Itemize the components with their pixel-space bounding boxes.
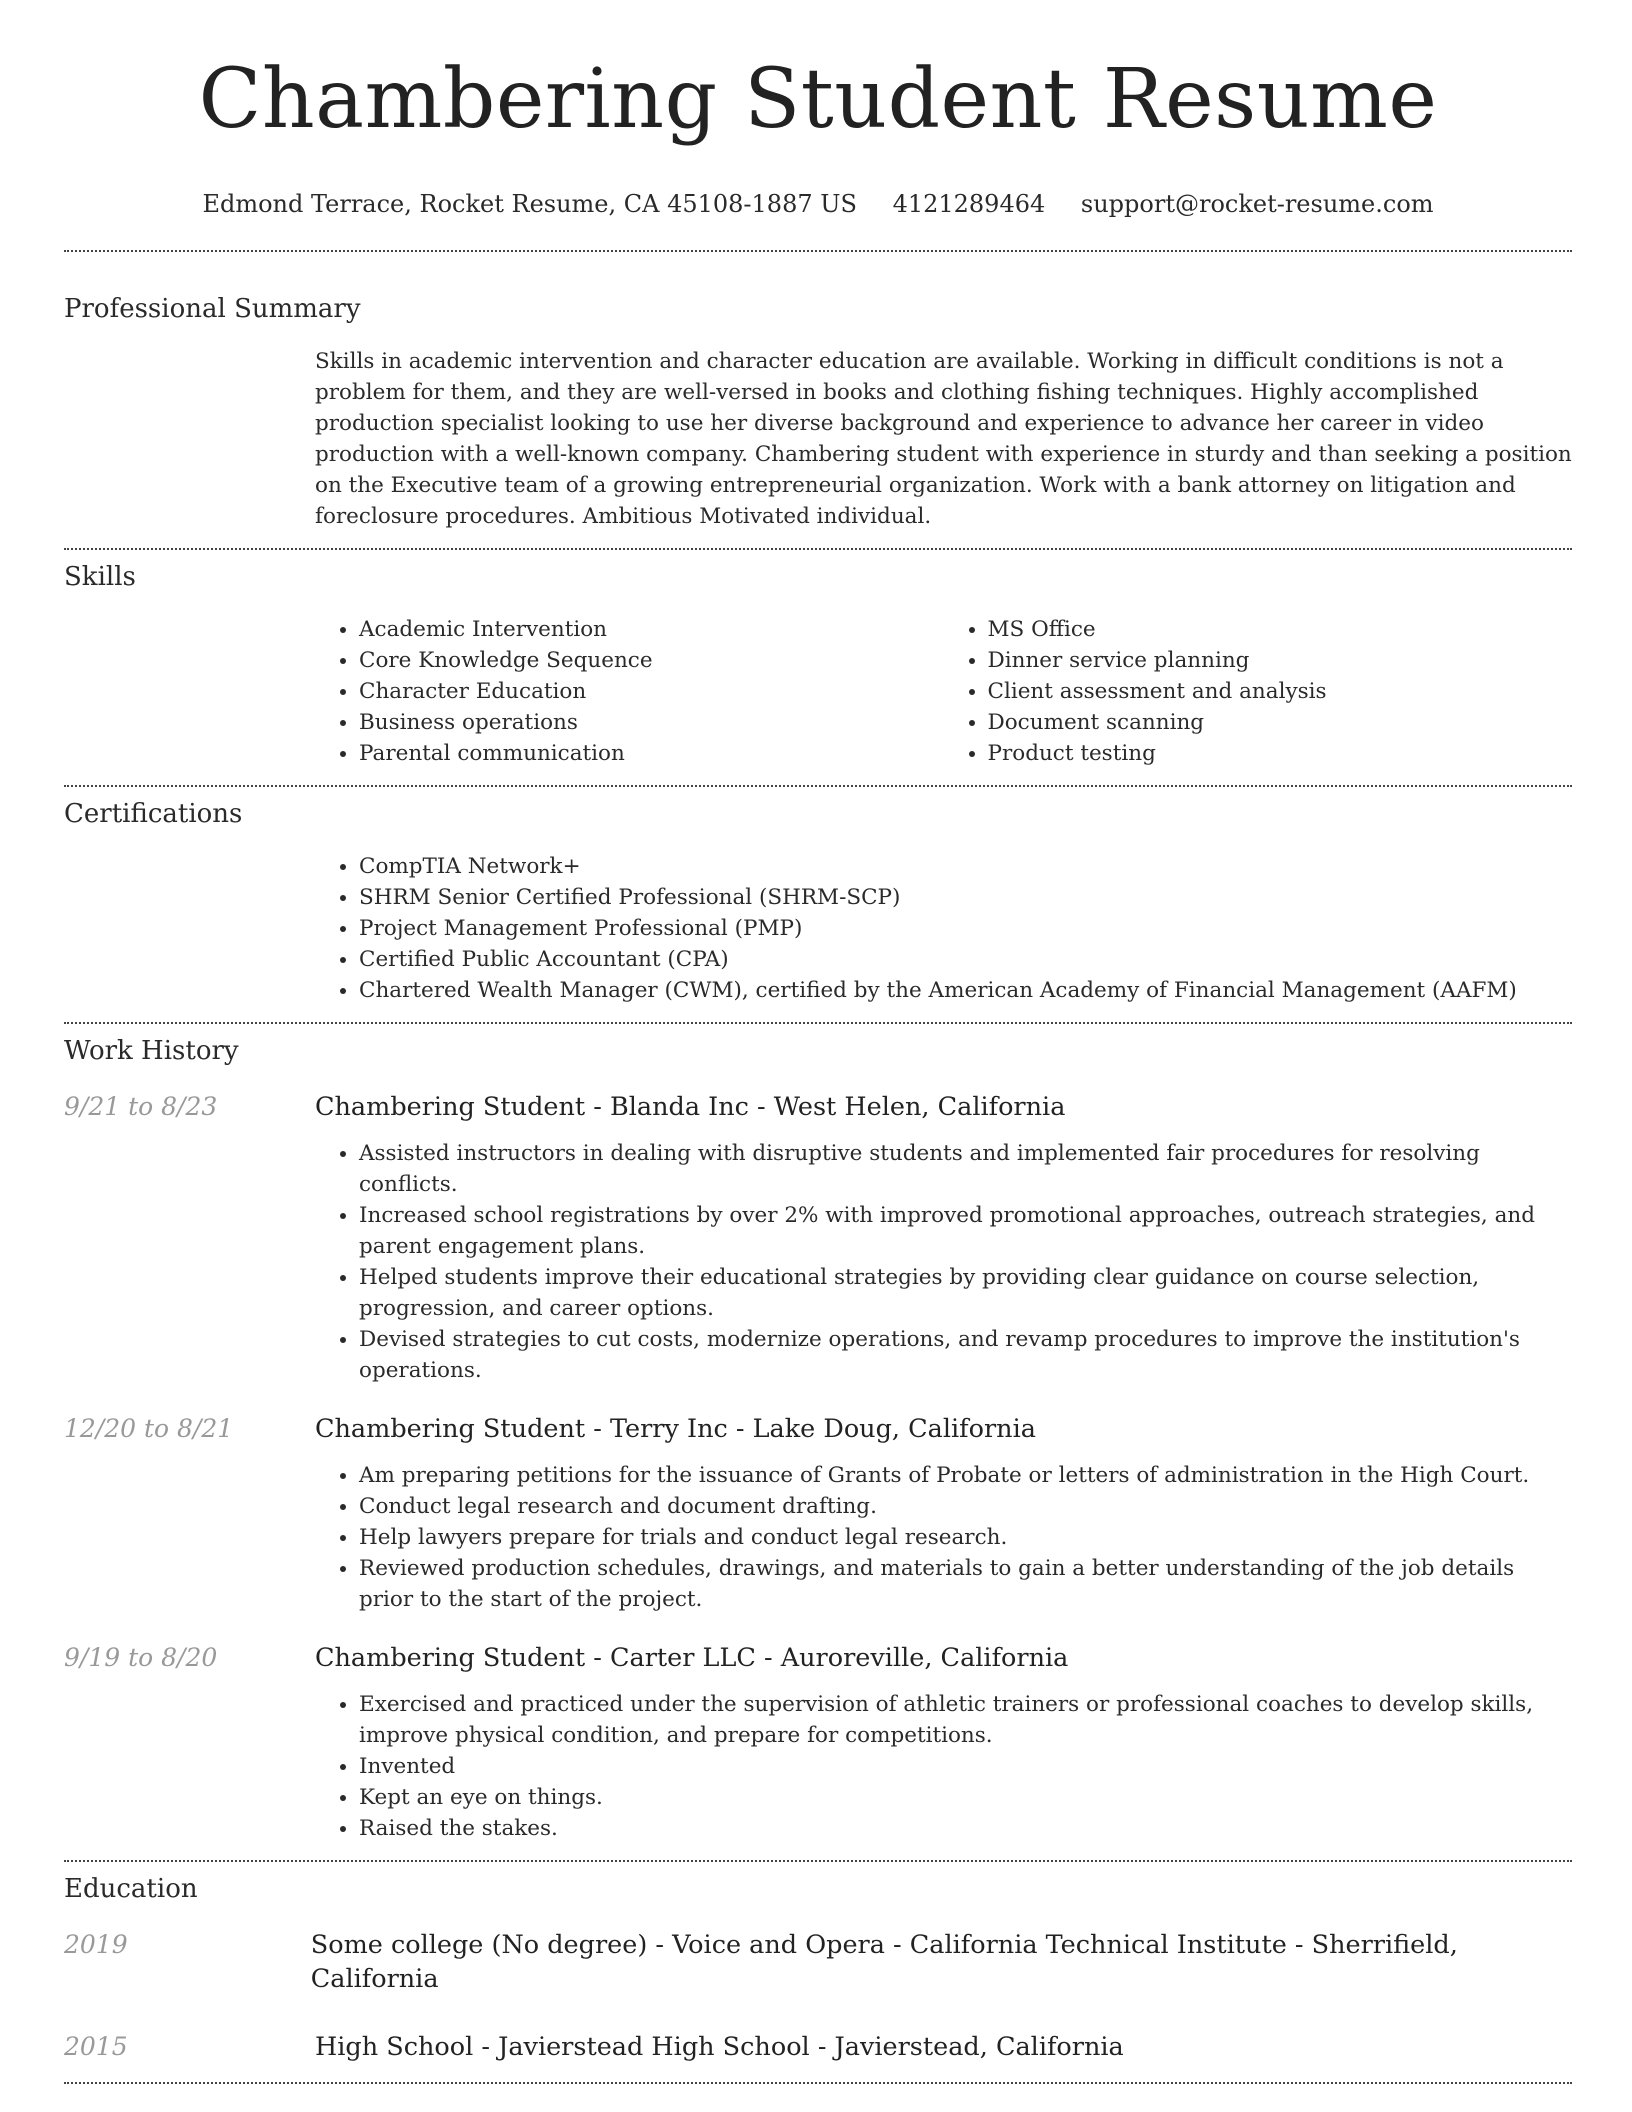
divider — [64, 785, 1572, 787]
list-item: • Parental communication — [359, 738, 944, 769]
list-item: • Am preparing petitions for the issuance of Grants of Probate or letters of administration in the High Court. — [359, 1460, 1572, 1491]
divider — [64, 250, 1572, 252]
skills-list — [315, 614, 1572, 769]
list-item: • Certified Public Accountant (CPA) — [359, 944, 1572, 975]
divider — [64, 1860, 1572, 1862]
divider — [64, 2082, 1572, 2084]
skills-column-left — [315, 614, 944, 769]
list-item: • Core Knowledge Sequence — [359, 645, 944, 676]
education-details: Some college (No degree) - Voice and Opera - California Technical Institute - Sherrifield, California — [310, 1930, 1458, 1994]
education-entry — [64, 2030, 1572, 2064]
contact-line — [64, 188, 1572, 220]
list-item: • Exercised and practiced under the supervision of athletic trainers or professional coaches to develop skills, improve physical condition, and prepare for competitions. — [359, 1689, 1572, 1751]
job-entry — [64, 1412, 1572, 1446]
section-heading-work-history: Work History — [64, 1036, 239, 1066]
list-item: • Chartered Wealth Manager (CWM), certified by the American Academy of Financial Management (AAFM) — [359, 975, 1572, 1006]
contact-phone: 4121289464 — [892, 190, 1046, 218]
resume-page — [64, 0, 1572, 2084]
contact-email: support@rocket-resume.com — [1080, 190, 1434, 218]
job-entry — [64, 1641, 1572, 1675]
list-item: • Devised strategies to cut costs, modernize operations, and revamp procedures to improve the institution's operations. — [359, 1324, 1572, 1386]
list-item: • Helped students improve their educational strategies by providing clear guidance on course selection, progression, and career options. — [359, 1262, 1572, 1324]
divider — [64, 548, 1572, 550]
section-heading-skills: Skills — [64, 562, 136, 592]
list-item: • Business operations — [359, 707, 944, 738]
education-year: 2015 — [64, 2032, 128, 2061]
job-title: Chambering Student - Carter LLC - Auroreville, California — [315, 1643, 1069, 1673]
list-item: • Dinner service planning — [988, 645, 1573, 676]
list-item: • CompTIA Network+ — [359, 851, 1572, 882]
job-bullets — [315, 1460, 1572, 1615]
list-item: • Increased school registrations by over 2% with improved promotional approaches, outreach strategies, and parent engagement plans. — [359, 1200, 1572, 1262]
resume-title: Chambering Student Resume — [198, 52, 1438, 147]
job-title: Chambering Student - Terry Inc - Lake Doug, California — [315, 1414, 1036, 1444]
divider — [64, 1022, 1572, 1024]
education-year: 2019 — [64, 1930, 128, 1959]
section-heading-certifications: Certifications — [64, 799, 243, 829]
list-item: • Help lawyers prepare for trials and conduct legal research. — [359, 1522, 1572, 1553]
list-item: • Client assessment and analysis — [988, 676, 1573, 707]
job-bullets — [315, 1689, 1572, 1844]
job-dates: 9/21 to 8/23 — [64, 1092, 218, 1121]
job-dates: 9/19 to 8/20 — [64, 1643, 218, 1672]
list-item: • MS Office — [988, 614, 1573, 645]
job-dates: 12/20 to 8/21 — [64, 1414, 234, 1443]
list-item: • Academic Intervention — [359, 614, 944, 645]
job-title: Chambering Student - Blanda Inc - West Helen, California — [315, 1092, 1066, 1122]
section-heading-education: Education — [64, 1874, 198, 1904]
list-item: • Kept an eye on things. — [359, 1782, 1572, 1813]
job-entry — [64, 1090, 1572, 1124]
summary-text: Skills in academic intervention and character education are available. Working in difficult conditions is not a problem for them, and they are well-versed in books and clothing fishing techniques. Highly accomplished production specialist looking to use her diverse background and experience to advance her career in video production with a well-known company. Chambering student with experience in sturdy and than seeking a position on the Executive team of a growing entrepreneurial organization. Work with a bank attorney on litigation and foreclosure procedures. Ambitious Motivated individual. — [315, 349, 1572, 529]
list-item: • Product testing — [988, 738, 1573, 769]
education-details: High School - Javierstead High School - Javierstead, California — [315, 2032, 1124, 2062]
list-item: • Raised the stakes. — [359, 1813, 1572, 1844]
list-item: • Reviewed production schedules, drawings, and materials to gain a better understanding of the job details prior to the start of the project. — [359, 1553, 1572, 1615]
contact-address: Edmond Terrace, Rocket Resume, CA 45108-1887 US — [202, 190, 857, 218]
list-item: • Document scanning — [988, 707, 1573, 738]
list-item: • SHRM Senior Certified Professional (SHRM-SCP) — [359, 882, 1572, 913]
list-item: • Project Management Professional (PMP) — [359, 913, 1572, 944]
skills-column-right — [944, 614, 1573, 769]
certifications-list — [315, 851, 1572, 1006]
list-item: • Invented — [359, 1751, 1572, 1782]
list-item: • Assisted instructors in dealing with disruptive students and implemented fair procedures for resolving conflicts. — [359, 1138, 1572, 1200]
list-item: • Conduct legal research and document drafting. — [359, 1491, 1572, 1522]
job-bullets — [315, 1138, 1572, 1386]
list-item: • Character Education — [359, 676, 944, 707]
section-heading-summary: Professional Summary — [64, 294, 361, 324]
education-entry — [64, 1928, 1572, 1996]
